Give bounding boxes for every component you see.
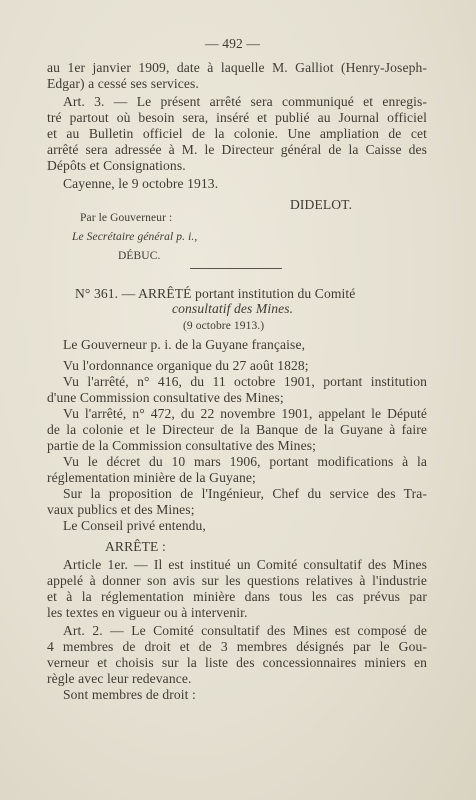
vu-line: de la colonie et le Directeur de la Banque de la Guyane à faire (47, 422, 427, 437)
article-2-line: règle avec leur redevance. (47, 671, 192, 686)
article-1-line: appelé à donner son avis sur les questions relatives à l'industrie (47, 573, 427, 588)
article-2-line: 4 membres de droit et de 3 membres désignés par le Gou- (47, 639, 427, 654)
arrete-title: N° 361. — ARRÊTÉ portant institution du Comité (75, 286, 356, 301)
vu-line: Vu l'ordonnance organique du 27 août 1828; (63, 358, 309, 373)
par-le-gouverneur: Par le Gouverneur : (80, 212, 173, 224)
vu-line: d'une Commission consultative des Mines; (47, 390, 284, 405)
place-date: Cayenne, le 9 octobre 1913. (63, 176, 219, 191)
vu-line: Vu l'arrêté, n° 416, du 11 octobre 1901, portant institution (63, 374, 427, 389)
preamble-gouverneur: Le Gouverneur p. i. de la Guyane française, (63, 337, 306, 352)
article-2-line: verneur et choisis sur la liste des concessionnaires miniers en (47, 655, 427, 670)
arrete-date: (9 octobre 1913.) (183, 320, 265, 332)
vu-line: Vu le décret du 10 mars 1906, portant modifications à la (63, 454, 427, 469)
sur-proposition-line: Sur la proposition de l'Ingénieur, Chef du service des Tra- (63, 486, 427, 501)
text-line: Edgar) a cessé ses services. (47, 76, 199, 91)
text-line: au 1er janvier 1909, date à laquelle M. Galliot (Henry-Joseph- (47, 60, 427, 75)
secretaire-name: DÉBUC. (118, 250, 161, 262)
article-3-line: Dépôts et Consignations. (47, 158, 186, 173)
arrete-label: ARRÊTE : (105, 539, 166, 554)
article-3-line: arrêté sera adressée à M. le Directeur général de la Caisse des (47, 142, 427, 157)
vu-line: partie de la Commission consultative des Mines; (47, 438, 316, 453)
article-1-line: les textes en vigueur ou à intervenir. (47, 605, 248, 620)
secretaire-general: Le Secrétaire général p. i., (72, 231, 198, 243)
vu-line: Vu l'arrêté, n° 472, du 22 novembre 1901, appelant le Député (63, 406, 427, 421)
article-3-line: tré partout où besoin sera, inséré et publié au Journal officiel (47, 110, 427, 125)
article-3-line: et au Bulletin officiel de la colonie. Une ampliation de cet (47, 126, 427, 141)
signature: DIDELOT. (290, 197, 353, 212)
article-3-line: Art. 3. — Le présent arrêté sera communiqué et enregis- (63, 94, 427, 109)
arrete-title-continued: consultatif des Mines. (172, 301, 294, 316)
page-number: — 492 — (205, 36, 261, 51)
vu-line: réglementation minière de la Guyane; (47, 470, 256, 485)
conseil-prive: Le Conseil privé entendu, (63, 518, 206, 533)
article-2-line: Art. 2. — Le Comité consultatif des Mines est composé de (63, 623, 427, 638)
sur-proposition-line: vaux publics et des Mines; (47, 502, 195, 517)
section-divider (190, 268, 282, 269)
membres-de-droit: Sont membres de droit : (63, 687, 196, 702)
article-1-line: Article 1er. — Il est institué un Comité consultatif des Mines (63, 557, 427, 572)
article-1-line: et à la réglementation minière dans tous les cas prévus par (47, 589, 427, 604)
